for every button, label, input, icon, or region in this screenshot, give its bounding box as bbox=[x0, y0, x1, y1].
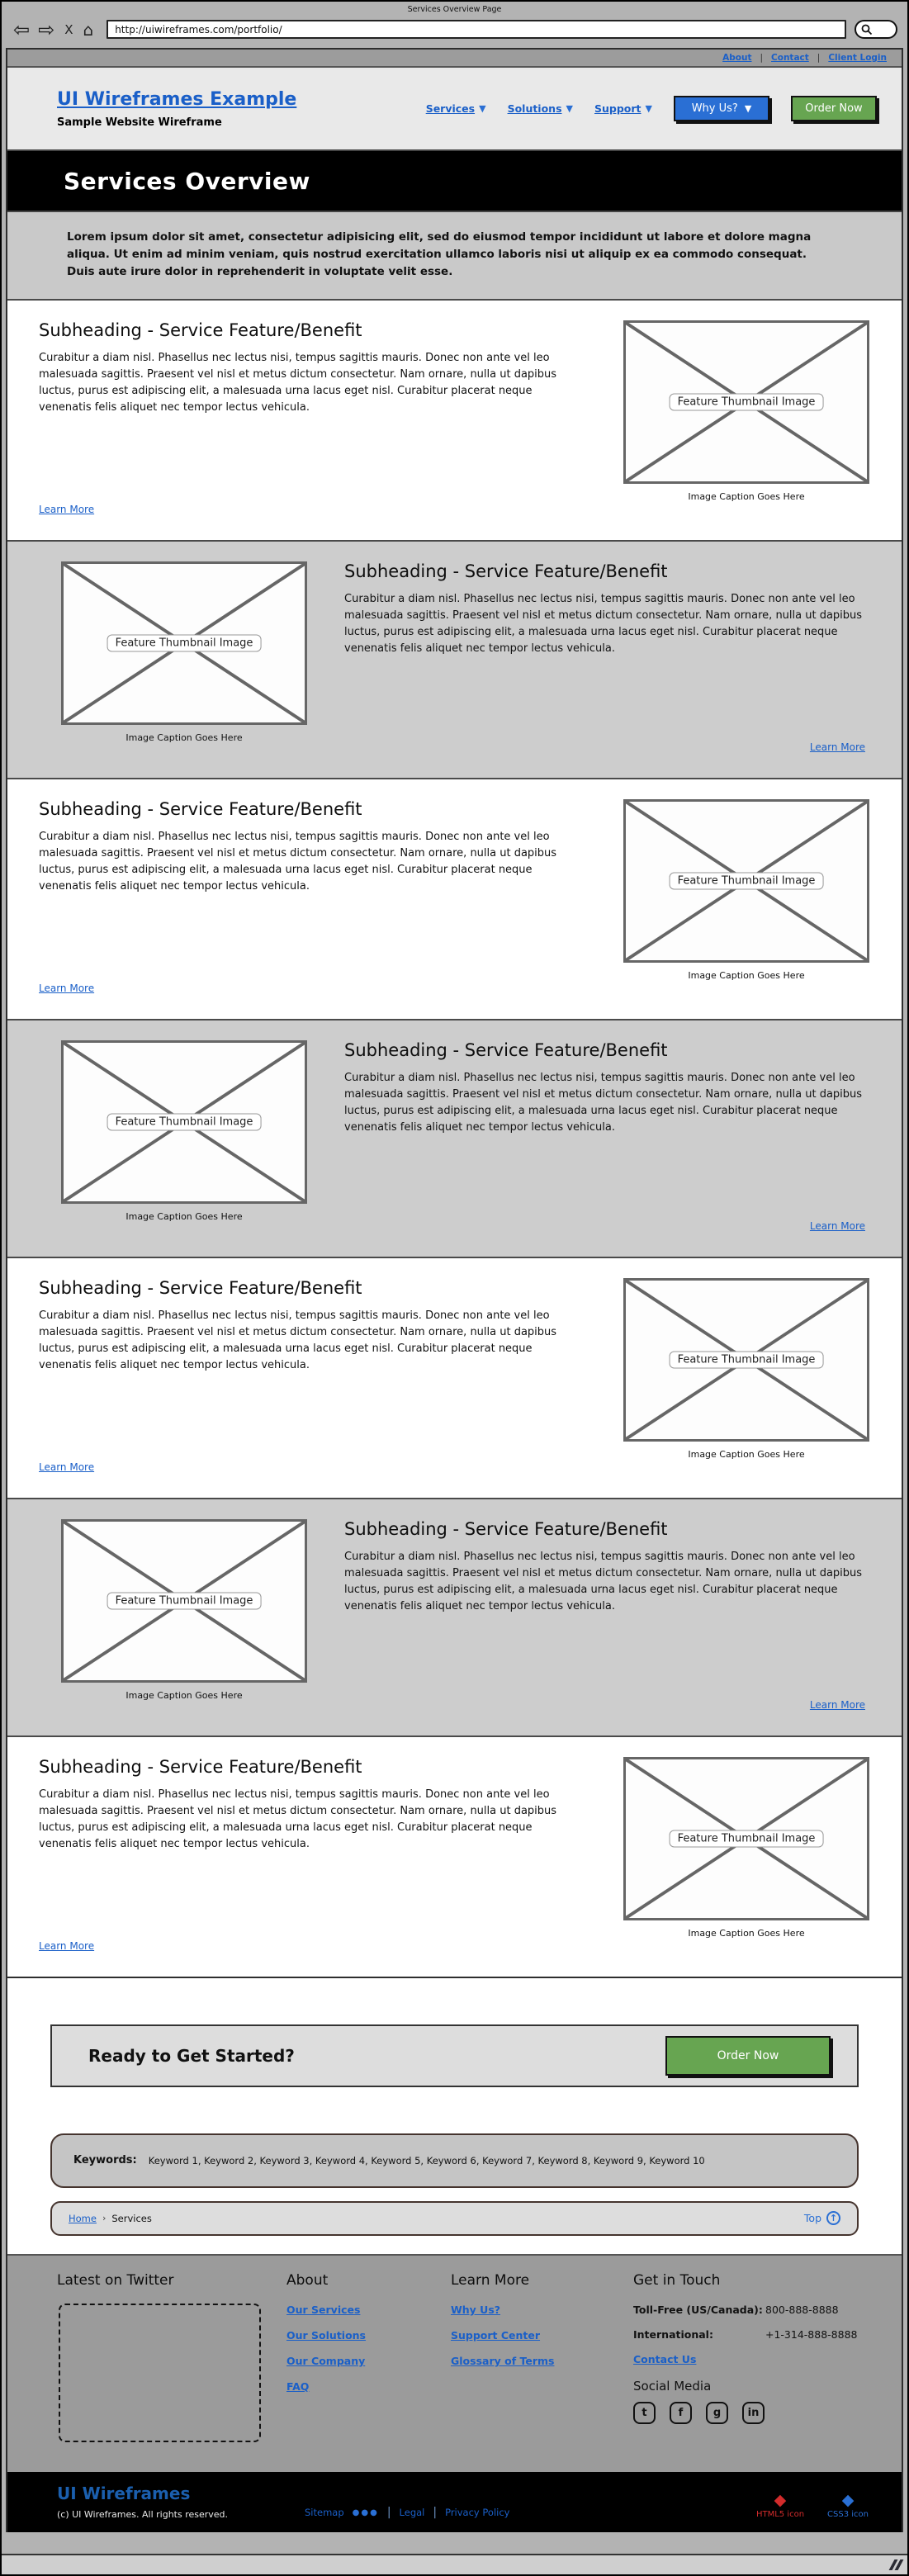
why-us-label: Why Us? bbox=[691, 102, 738, 115]
keywords-list: Keyword 1, Keyword 2, Keyword 3, Keyword 4, Keyword 5, Keyword 6, Keyword 7, Keyword 8, Keyword 9, Keyword 10 bbox=[148, 2154, 705, 2166]
search-icon bbox=[860, 23, 873, 36]
css3-diamond-icon: ◆ bbox=[841, 2491, 855, 2510]
footer-twitter-column bbox=[57, 2272, 286, 2472]
service-body: Curabitur a diam nisl. Phasellus nec lectus nisi, tempus sagittis mauris. Donec non ante vel leo malesuada sagittis. Praesent vel nisl et metus dictum consectetur. Nam ornare, nulla ut dapibus luctus, purus est adipiscing elit, a malesuada urna lacus eget nisl. Curabitur placerat neque venenatis felis aliquet nec tempor lectus vehicula. bbox=[39, 1788, 557, 1851]
footer-contact-column bbox=[633, 2272, 858, 2472]
thumbnail-label: Feature Thumbnail Image bbox=[670, 393, 824, 410]
nav-item-services[interactable] bbox=[426, 102, 486, 115]
google-icon[interactable]: g bbox=[706, 2402, 728, 2424]
image-caption: Image Caption Goes Here bbox=[125, 1689, 243, 1701]
image-caption: Image Caption Goes Here bbox=[125, 732, 243, 743]
nav-label-support[interactable]: Support bbox=[594, 102, 642, 115]
footer-separator: | bbox=[386, 2506, 391, 2520]
css3-label: CSS3 icon bbox=[827, 2510, 869, 2520]
service-subheading: Subheading - Service Feature/Benefit bbox=[39, 1756, 362, 1777]
utility-link-client-login[interactable]: Client Login bbox=[828, 53, 887, 63]
learn-more-link[interactable]: Learn More bbox=[39, 1461, 95, 1473]
html5-badge bbox=[756, 2493, 804, 2519]
learn-more-link[interactable]: Learn More bbox=[39, 503, 95, 515]
footer-link-why-us[interactable]: Why Us? bbox=[451, 2303, 501, 2316]
cta-order-now-button[interactable] bbox=[665, 2036, 831, 2076]
breadcrumb bbox=[50, 2201, 859, 2236]
international-number: +1-314-888-8888 bbox=[765, 2327, 858, 2341]
service-block-3 bbox=[7, 779, 902, 1019]
why-us-button[interactable] bbox=[674, 96, 769, 121]
breadcrumb-current: Services bbox=[111, 2212, 152, 2224]
chevron-down-icon: ▼ bbox=[479, 103, 486, 114]
feature-thumbnail-placeholder bbox=[623, 1757, 869, 1920]
learn-more-link[interactable]: Learn More bbox=[39, 982, 95, 994]
learn-more-link[interactable]: Learn More bbox=[809, 1698, 865, 1711]
utility-nav bbox=[7, 50, 902, 68]
footer-separator: | bbox=[433, 2506, 438, 2520]
footer-contact-title: Get in Touch bbox=[633, 2271, 721, 2289]
service-subheading: Subheading - Service Feature/Benefit bbox=[344, 561, 668, 581]
footer-link-support-center[interactable]: Support Center bbox=[451, 2328, 541, 2342]
nav-label-solutions[interactable]: Solutions bbox=[507, 102, 562, 115]
html5-label: HTML5 icon bbox=[755, 2510, 805, 2520]
keywords-label: Keywords: bbox=[73, 2154, 137, 2167]
search-button[interactable] bbox=[855, 20, 897, 39]
learn-more-link[interactable]: Learn More bbox=[809, 741, 865, 753]
window-status-bar bbox=[2, 2554, 907, 2574]
learn-more-link[interactable]: Learn More bbox=[39, 1939, 95, 1952]
utility-separator: | bbox=[817, 53, 821, 63]
order-now-label: Order Now bbox=[805, 102, 863, 115]
page-title: Services Overview bbox=[64, 167, 310, 195]
hero-band bbox=[7, 149, 902, 212]
thumbnail-label: Feature Thumbnail Image bbox=[107, 1592, 262, 1609]
twitter-feed-placeholder bbox=[59, 2304, 261, 2442]
feature-thumbnail-placeholder bbox=[623, 1278, 869, 1442]
arrow-up-circle-icon: ↑ bbox=[826, 2211, 840, 2225]
image-caption: Image Caption Goes Here bbox=[125, 1210, 243, 1222]
service-block-7 bbox=[7, 1737, 902, 1977]
home-icon[interactable]: ⌂ bbox=[83, 19, 94, 40]
back-icon[interactable]: ⇦ bbox=[13, 17, 31, 41]
feature-thumbnail-placeholder bbox=[623, 320, 869, 484]
service-body: Curabitur a diam nisl. Phasellus nec lectus nisi, tempus sagittis mauris. Donec non ante vel leo malesuada sagittis. Praesent vel nisl et metus dictum consectetur. Nam ornare, nulla ut dapibus luctus, purus est adipiscing elit, a malesuada urna lacus eget nisl. Curabitur placerat neque venenatis felis aliquet nec tempor lectus vehicula. bbox=[39, 351, 557, 414]
learn-more-link[interactable]: Learn More bbox=[809, 1219, 865, 1232]
contact-international-row bbox=[633, 2328, 858, 2341]
social-media-title: Social Media bbox=[633, 2378, 712, 2394]
thumbnail-label: Feature Thumbnail Image bbox=[670, 1351, 824, 1368]
footer-link-contact-us[interactable]: Contact Us bbox=[633, 2352, 697, 2365]
linkedin-icon[interactable]: in bbox=[742, 2402, 765, 2424]
page-content bbox=[6, 48, 903, 2532]
main-nav bbox=[426, 96, 877, 121]
footer-logo[interactable]: UI Wireframes bbox=[57, 2484, 191, 2504]
tollfree-label: Toll-Free (US/Canada): bbox=[633, 2303, 763, 2316]
bottom-zone bbox=[7, 1977, 902, 2254]
privacy-policy-link[interactable]: Privacy Policy bbox=[445, 2507, 510, 2519]
image-caption: Image Caption Goes Here bbox=[688, 969, 805, 981]
footer-about-column bbox=[286, 2272, 451, 2472]
service-body: Curabitur a diam nisl. Phasellus nec lectus nisi, tempus sagittis mauris. Donec non ante vel leo malesuada sagittis. Praesent vel nisl et metus dictum consectetur. Nam ornare, nulla ut dapibus luctus, purus est adipiscing elit, a malesuada urna lacus eget nisl. Curabitur placerat neque venenatis felis aliquet nec tempor lectus vehicula. bbox=[344, 1071, 863, 1134]
site-header bbox=[7, 68, 902, 149]
cta-bar bbox=[50, 2024, 859, 2087]
image-caption: Image Caption Goes Here bbox=[688, 1448, 805, 1460]
black-footer-links bbox=[305, 2506, 509, 2519]
html5-diamond-icon: ◆ bbox=[774, 2491, 787, 2510]
service-body: Curabitur a diam nisl. Phasellus nec lectus nisi, tempus sagittis mauris. Donec non ante vel leo malesuada sagittis. Praesent vel nisl et metus dictum consectetur. Nam ornare, nulla ut dapibus luctus, purus est adipiscing elit, a malesuada urna lacus eget nisl. Curabitur placerat neque venenatis felis aliquet nec tempor lectus vehicula. bbox=[39, 830, 557, 893]
footer-link-our-company[interactable]: Our Company bbox=[286, 2354, 366, 2367]
intro-paragraph: Lorem ipsum dolor sit amet, consectetur adipisicing elit, sed do eiusmod tempor incididunt ut labore et dolore magna aliqua. Ut enim ad minim veniam, quis nostrud exercitation ullamco laboris nisi ut aliquip ex ea commodo consequat. Duis aute irure dolor in reprehenderit in voluptate velit esse. bbox=[7, 212, 902, 301]
image-caption: Image Caption Goes Here bbox=[688, 1927, 805, 1939]
black-footer bbox=[7, 2472, 902, 2532]
top-label: Top bbox=[803, 2212, 821, 2225]
thumbnail-label: Feature Thumbnail Image bbox=[670, 872, 824, 889]
utility-separator: | bbox=[760, 53, 764, 63]
service-block-5 bbox=[7, 1258, 902, 1498]
service-subheading: Subheading - Service Feature/Benefit bbox=[39, 320, 362, 340]
breadcrumb-separator: › bbox=[102, 2213, 107, 2224]
sitemap-link[interactable]: Sitemap bbox=[305, 2507, 344, 2519]
chevron-down-icon: ▼ bbox=[744, 103, 752, 114]
order-now-button[interactable] bbox=[791, 96, 877, 121]
footer bbox=[7, 2254, 902, 2472]
ellipsis-icon: ●●● bbox=[352, 2507, 379, 2517]
nav-label-services[interactable]: Services bbox=[425, 102, 476, 115]
breadcrumb-home-link[interactable]: Home bbox=[69, 2212, 97, 2224]
footer-about-title: About bbox=[286, 2271, 329, 2289]
tollfree-number: 800-888-8888 bbox=[765, 2303, 839, 2316]
image-caption: Image Caption Goes Here bbox=[688, 490, 805, 502]
footer-link-faq[interactable]: FAQ bbox=[286, 2379, 310, 2393]
thumbnail-label: Feature Thumbnail Image bbox=[670, 1830, 824, 1847]
nav-item-solutions[interactable] bbox=[508, 102, 573, 115]
service-subheading: Subheading - Service Feature/Benefit bbox=[344, 1518, 668, 1539]
social-icons-row bbox=[633, 2402, 858, 2424]
cta-order-now-label: Order Now bbox=[717, 2048, 779, 2062]
chevron-down-icon: ▼ bbox=[566, 103, 573, 114]
twitter-icon[interactable]: t bbox=[633, 2402, 656, 2424]
tech-badges bbox=[756, 2493, 869, 2519]
footer-link-our-services[interactable]: Our Services bbox=[286, 2303, 361, 2316]
chevron-down-icon: ▼ bbox=[645, 103, 652, 114]
url-input[interactable] bbox=[107, 20, 846, 39]
keywords-bar bbox=[50, 2133, 859, 2188]
site-logo-link[interactable]: UI Wireframes Example bbox=[57, 88, 297, 110]
stop-icon[interactable]: X bbox=[64, 21, 73, 37]
window-title: Services Overview Page bbox=[407, 5, 502, 14]
footer-twitter-title: Latest on Twitter bbox=[57, 2271, 174, 2289]
service-block-1 bbox=[7, 301, 902, 540]
footer-link-glossary[interactable]: Glossary of Terms bbox=[451, 2354, 555, 2367]
service-body: Curabitur a diam nisl. Phasellus nec lectus nisi, tempus sagittis mauris. Donec non ante vel leo malesuada sagittis. Praesent vel nisl et metus dictum consectetur. Nam ornare, nulla ut dapibus luctus, purus est adipiscing elit, a malesuada urna lacus eget nisl. Curabitur placerat neque venenatis felis aliquet nec tempor lectus vehicula. bbox=[39, 1309, 557, 1372]
cta-title: Ready to Get Started? bbox=[88, 2045, 295, 2066]
contact-tollfree-row bbox=[633, 2304, 858, 2316]
logo-block bbox=[57, 89, 296, 129]
feature-thumbnail-placeholder bbox=[623, 799, 869, 963]
forward-icon[interactable]: ⇨ bbox=[38, 17, 55, 41]
service-subheading: Subheading - Service Feature/Benefit bbox=[39, 798, 362, 819]
service-block-6 bbox=[7, 1498, 902, 1737]
international-label: International: bbox=[633, 2327, 713, 2341]
browser-toolbar bbox=[2, 16, 907, 48]
nav-item-support[interactable] bbox=[594, 102, 652, 115]
thumbnail-label: Feature Thumbnail Image bbox=[107, 634, 262, 651]
copyright-text: (c) UI Wireframes. All rights reserved. bbox=[57, 2509, 229, 2521]
feature-thumbnail-placeholder bbox=[61, 561, 307, 725]
feature-thumbnail-placeholder bbox=[61, 1519, 307, 1683]
footer-link-our-solutions[interactable]: Our Solutions bbox=[286, 2328, 367, 2342]
utility-link-contact[interactable]: Contact bbox=[771, 53, 809, 63]
service-block-2 bbox=[7, 540, 902, 779]
site-tagline: Sample Website Wireframe bbox=[57, 116, 222, 129]
back-to-top-link[interactable] bbox=[804, 2211, 840, 2225]
black-footer-brand bbox=[57, 2484, 305, 2520]
facebook-icon[interactable]: f bbox=[670, 2402, 692, 2424]
footer-learn-more-column bbox=[451, 2272, 633, 2472]
service-subheading: Subheading - Service Feature/Benefit bbox=[344, 1039, 668, 1060]
service-block-4 bbox=[7, 1019, 902, 1258]
service-body: Curabitur a diam nisl. Phasellus nec lectus nisi, tempus sagittis mauris. Donec non ante vel leo malesuada sagittis. Praesent vel nisl et metus dictum consectetur. Nam ornare, nulla ut dapibus luctus, purus est adipiscing elit, a malesuada urna lacus eget nisl. Curabitur placerat neque venenatis felis aliquet nec tempor lectus vehicula. bbox=[344, 592, 863, 656]
css3-badge bbox=[827, 2493, 869, 2519]
thumbnail-label: Feature Thumbnail Image bbox=[107, 1113, 262, 1130]
service-body: Curabitur a diam nisl. Phasellus nec lectus nisi, tempus sagittis mauris. Donec non ante vel leo malesuada sagittis. Praesent vel nisl et metus dictum consectetur. Nam ornare, nulla ut dapibus luctus, purus est adipiscing elit, a malesuada urna lacus eget nisl. Curabitur placerat neque venenatis felis aliquet nec tempor lectus vehicula. bbox=[344, 1550, 863, 1613]
legal-link[interactable]: Legal bbox=[399, 2507, 425, 2519]
feature-thumbnail-placeholder bbox=[61, 1040, 307, 1204]
footer-learn-more-title: Learn More bbox=[451, 2271, 530, 2289]
service-subheading: Subheading - Service Feature/Benefit bbox=[39, 1277, 362, 1298]
utility-link-about[interactable]: About bbox=[722, 53, 752, 63]
